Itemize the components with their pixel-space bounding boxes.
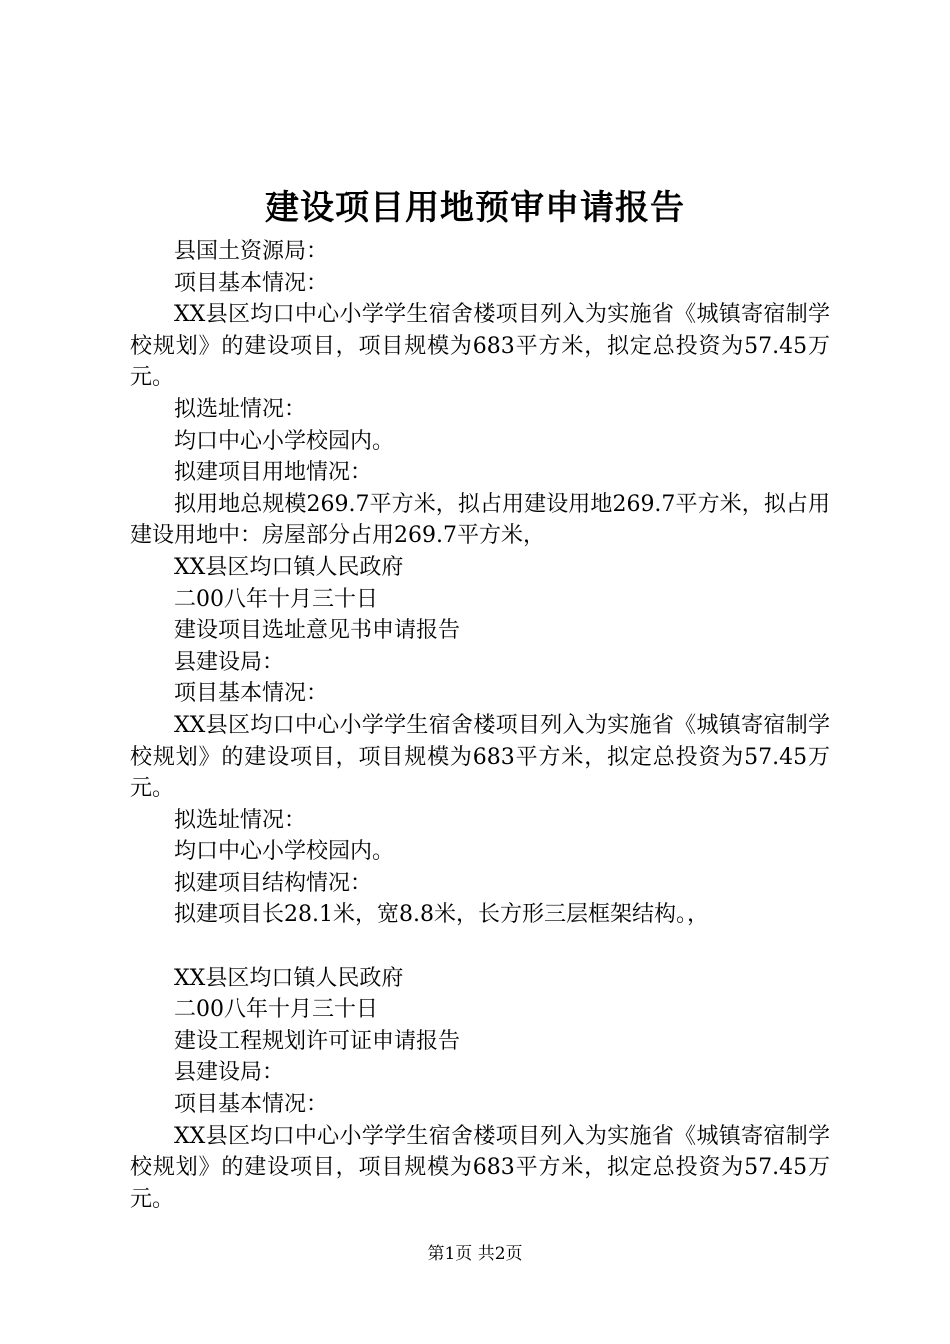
paragraph: 均口中心小学校园内。 xyxy=(174,428,395,454)
paragraph: 拟选址情况： xyxy=(174,807,307,833)
paragraph: XX县区均口中心小学学生宿舍楼项目列入为实施省《城镇寄宿制学校规划》的建设项目，项目规模为683平方米，拟定总投资为57.45万元。 xyxy=(130,302,830,391)
paragraph: XX县区均口镇人民政府 xyxy=(174,965,404,991)
paragraph: XX县区均口镇人民政府 xyxy=(174,554,404,580)
blank-line xyxy=(130,931,830,963)
paragraph: 项目基本情况： xyxy=(174,270,329,296)
paragraph: 均口中心小学校园内。 xyxy=(174,839,395,865)
paragraph: 拟建项目长28.1米，宽8.8米，长方形三层框架结构。， xyxy=(174,902,709,928)
paragraph: 县国土资源局： xyxy=(174,239,329,264)
paragraph: 项目基本情况： xyxy=(174,1092,329,1118)
paragraph: 二00八年十月三十日 xyxy=(174,586,378,612)
paragraph: XX县区均口中心小学学生宿舍楼项目列入为实施省《城镇寄宿制学校规划》的建设项目，项目规模为683平方米，拟定总投资为57.45万元。 xyxy=(130,1123,830,1212)
page-footer: 第1页 共2页 xyxy=(427,1244,523,1264)
paragraph: 拟选址情况： xyxy=(174,396,307,422)
paragraph: XX县区均口中心小学学生宿舍楼项目列入为实施省《城镇寄宿制学校规划》的建设项目，项目规模为683平方米，拟定总投资为57.45万元。 xyxy=(130,712,830,802)
paragraph: 拟建项目结构情况： xyxy=(174,870,373,896)
paragraph: 建设项目选址意见书申请报告 xyxy=(174,618,461,644)
paragraph: 县建设局： xyxy=(174,649,285,675)
document-body xyxy=(130,236,830,1215)
paragraph: 县建设局： xyxy=(174,1060,285,1086)
paragraph: 二00八年十月三十日 xyxy=(174,997,378,1023)
paragraph: 建设工程规划许可证申请报告 xyxy=(174,1028,461,1054)
document-title: 建设项目用地预审申请报告 xyxy=(265,188,685,228)
paragraph: 拟用地总规模269.7平方米，拟占用建设用地269.7平方米，拟占用建设用地中：房屋部分占用269.7平方米， xyxy=(130,491,830,549)
paragraph: 拟建项目用地情况： xyxy=(174,460,373,486)
paragraph: 项目基本情况： xyxy=(174,681,329,707)
